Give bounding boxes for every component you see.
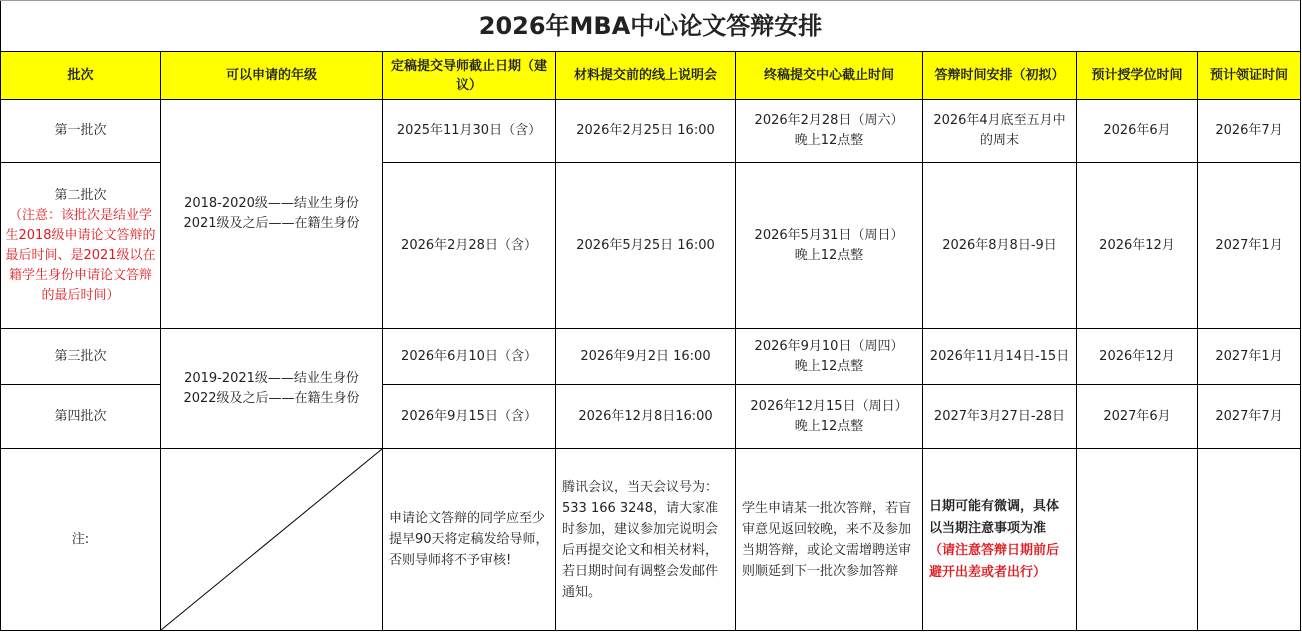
certificate-cell: 2027年1月 [1198, 163, 1301, 329]
header-certificate-time: 预计领证时间 [1198, 52, 1301, 100]
page-title: 2026年MBA中心论文答辩安排 [1, 1, 1301, 52]
table-row [1, 100, 1301, 163]
defense-cell: 2026年4月底至五月中的周末 [923, 100, 1077, 163]
draft-deadline-cell: 2026年2月28日（含） [383, 163, 556, 329]
notes-label: 注: [1, 449, 161, 631]
note-final: 学生申请某一批次答辩，若盲审意见返回较晚，来不及参加当期答辩，或论文需增聘送审则顺延到下一批次参加答辩 [736, 449, 923, 631]
defense-cell: 2026年11月14日-15日 [923, 329, 1077, 385]
note-draft: 申请论文答辩的同学应至少提早90天将定稿发给导师，否则导师将不予审核! [383, 449, 556, 631]
grade-cell [161, 329, 383, 449]
certificate-cell: 2026年7月 [1198, 100, 1301, 163]
certificate-cell: 2027年1月 [1198, 329, 1301, 385]
final-date: 2026年12月15日（周日） [750, 398, 908, 414]
batch-cell: 第一批次 [1, 100, 161, 163]
degree-cell: 2027年6月 [1077, 385, 1198, 449]
table-row [1, 329, 1301, 385]
draft-deadline-cell: 2026年6月10日（含） [383, 329, 556, 385]
batch-label: 第二批次 [54, 187, 107, 203]
grade-line: 2019-2021级——结业生身份 [184, 370, 359, 386]
final-deadline-cell [736, 329, 923, 385]
final-deadline-cell [736, 100, 923, 163]
grade-cell [161, 100, 383, 329]
final-date: 2026年2月28日（周六） [754, 113, 904, 128]
grade-line: 2018-2020级——结业生身份 [184, 196, 359, 211]
title-row [1, 1, 1301, 52]
header-grade: 可以申请的年级 [161, 52, 383, 100]
briefing-cell: 2026年9月2日 16:00 [556, 329, 736, 385]
grade-line: 2022级及之后——在籍生身份 [183, 390, 360, 406]
degree-cell: 2026年12月 [1077, 163, 1198, 329]
defense-cell: 2027年3月27日-28日 [923, 385, 1077, 449]
degree-cell: 2026年12月 [1077, 329, 1198, 385]
final-time: 晚上12点整 [794, 133, 864, 148]
notes-row [1, 449, 1301, 631]
defense-cell: 2026年8月8日-9日 [923, 163, 1077, 329]
final-date: 2026年9月10日（周四） [754, 338, 904, 354]
batch-cell [1, 163, 161, 329]
final-time: 晚上12点整 [794, 418, 864, 434]
briefing-cell: 2026年2月25日 16:00 [556, 100, 736, 163]
header-row [1, 52, 1301, 100]
note-briefing: 腾讯会议，当天会议号为：533 166 3248，请大家准时参加，建议参加完说明会后再提交论文和相关材料，若日期时间有调整会发邮件通知。 [556, 449, 736, 631]
header-draft-deadline: 定稿提交导师截止日期（建议） [383, 52, 556, 100]
batch-note: （注意：该批次是结业学生2018级申请论文答辩的最后时间、是2021级以在籍学生身份申请论文答辩的最后时间） [5, 207, 156, 303]
diagonal-line [161, 449, 382, 630]
header-final-deadline: 终稿提交中心截止时间 [736, 52, 923, 100]
certificate-cell: 2027年7月 [1198, 385, 1301, 449]
briefing-cell: 2026年12月8日16:00 [556, 385, 736, 449]
note-defense-main: 日期可能有微调，具体以当期注意事项为准 [929, 498, 1060, 536]
final-deadline-cell [736, 163, 923, 329]
draft-deadline-cell: 2025年11月30日（含） [383, 100, 556, 163]
header-batch: 批次 [1, 52, 161, 100]
empty-cell [1077, 449, 1198, 631]
final-date: 2026年5月31日（周日） [754, 227, 904, 243]
briefing-cell: 2026年5月25日 16:00 [556, 163, 736, 329]
final-deadline-cell [736, 385, 923, 449]
batch-cell: 第四批次 [1, 385, 161, 449]
degree-cell: 2026年6月 [1077, 100, 1198, 163]
draft-deadline-cell: 2026年9月15日（含） [383, 385, 556, 449]
header-degree-time: 预计授学位时间 [1077, 52, 1198, 100]
empty-cell [1198, 449, 1301, 631]
empty-diagonal-cell [161, 449, 383, 631]
header-briefing: 材料提交前的线上说明会 [556, 52, 736, 100]
grade-line: 2021级及之后——在籍生身份 [183, 216, 360, 231]
final-time: 晚上12点整 [794, 358, 864, 374]
header-defense-time: 答辩时间安排（初拟） [923, 52, 1077, 100]
batch-cell: 第三批次 [1, 329, 161, 385]
note-defense-warning: （请注意答辩日期前后避开出差或者出行） [929, 542, 1060, 580]
note-defense [923, 449, 1077, 631]
final-time: 晚上12点整 [794, 247, 864, 263]
